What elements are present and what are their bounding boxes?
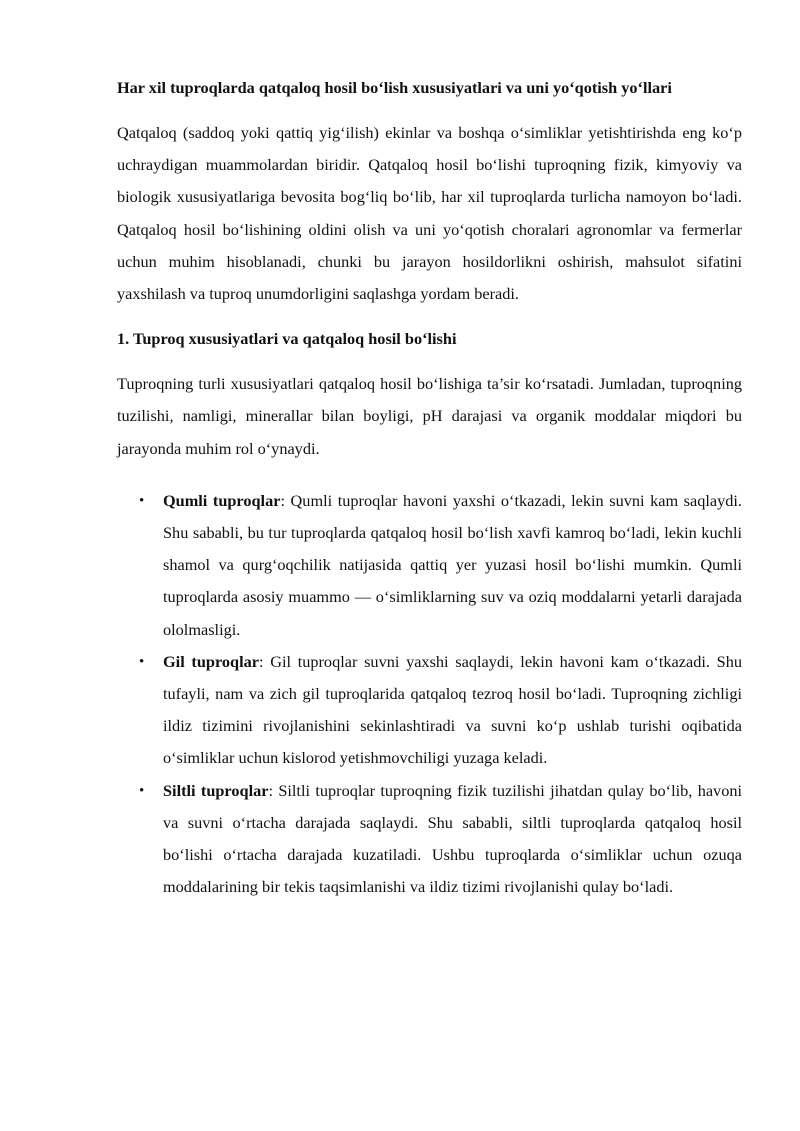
bullet-term: Qumli tuproqlar [163, 490, 281, 510]
document-title: Har xil tuproqlarda qatqaloq hosil bo‘lish xususiyatlari va uni yo‘qotish yo‘llari [117, 78, 672, 97]
bullet-text: Siltli tuproqlar tuproqning fizik tuzilishi jihatdan qulay bo‘lib, havoni va suvni o‘rtacha darajada saqlaydi. Shu sababli, siltli tuproqlarda qatqaloq hosil bo‘lishi o‘rtacha darajada kuzatiladi. Ushbu tuproqlarda o‘simliklar uchun ozuqa moddalarining bir tekis taqsimlanishi va ildiz tizimi rivojlanishi qulay bo‘ladi. [163, 780, 743, 897]
bullet-separator: : [280, 490, 285, 510]
section-paragraph: Tuproqning turli xususiyatlari qatqaloq hosil bo‘lishiga ta’sir ko‘rsatadi. Jumladan, tuproqning tuzilishi, namligi, minerallar bilan boyligi, pH darajasi va organik moddalar miqdori bu jarayonda muhim rol o‘ynaydi. [117, 374, 742, 458]
bullet-icon: • [139, 782, 145, 799]
bullet-term: Siltli tuproqlar [163, 780, 269, 800]
list-item [117, 775, 742, 904]
list-item [117, 485, 742, 646]
document-page [117, 72, 742, 903]
bullet-term: Gil tuproqlar [163, 651, 259, 671]
bullet-icon: • [139, 653, 145, 670]
bullet-icon: • [139, 492, 145, 509]
bullet-text: Qumli tuproqlar havoni yaxshi o‘tkazadi, lekin suvni kam saqlaydi. Shu sababli, bu tur tuproqlarda qatqaloq hosil bo‘lish xavfi kamroq bo‘ladi, lekin kuchli shamol va qurg‘oqchilik natijasida qattiq yer yuzasi hosil bo‘lishi mumkin. Qumli tuproqlarda asosiy muammo — o‘simliklarning suv va oziq moddalarni yetarli darajada ololmasligi. [163, 490, 743, 639]
bullet-text: Gil tuproqlar suvni yaxshi saqlaydi, lekin havoni kam o‘tkazadi. Shu tufayli, nam va zich gil tuproqlarida qatqaloq tezroq hosil bo‘ladi. Tuproqning zichligi ildiz tizimini rivojlanishini sekinlashtiradi va suvni ko‘p ushlab turishi oqibatida o‘simliklar uchun kislorod yetishmovchiligi yuzaga keladi. [163, 651, 742, 768]
list-item [117, 646, 742, 775]
section-heading: 1. Tuproq xususiyatlari va qatqaloq hosil bo‘lishi [117, 329, 457, 349]
bullet-separator: : [258, 651, 264, 671]
bullet-list [117, 485, 742, 904]
bullet-separator: : [268, 780, 273, 800]
intro-paragraph: Qatqaloq (saddoq yoki qattiq yig‘ilish) ekinlar va boshqa o‘simliklar yetishtirishda eng ko‘p uchraydigan muammolardan biridir. Qatqaloq hosil bo‘lishi tuproqning fizik, kimyoviy va biologik xususiyatlariga bevosita bog‘liq bo‘lib, har xil tuproqlarda turlicha namoyon bo‘ladi. Qatqaloq hosil bo‘lishining oldini olish va uni yo‘qotish choralari agronomlar va fermerlar uchun muhim hisoblanadi, chunki bu jarayon hosildorlikni oshirish, mahsulot sifatini yaxshilash va tuproq unumdorligini saqlashga yordam beradi. [117, 123, 742, 304]
